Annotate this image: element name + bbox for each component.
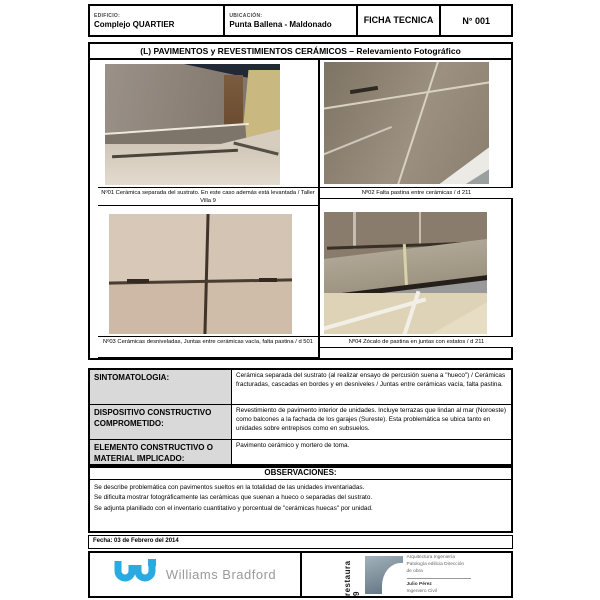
date-row: Fecha: 03 de Febrero del 2014 — [88, 535, 513, 549]
dispositivo-text: Revestimiento de pavimento interior de unidades. Incluye terrazas que lindan al mar (Noroeste) como balcones a la fachada de los garajes (Sureste). Esta problemática se ubica tanto en unidades sobre entrepisos como en subsuelos. — [236, 407, 506, 432]
row-sintomatologia — [90, 370, 511, 405]
observations-box — [88, 464, 513, 533]
row-elemento — [90, 440, 511, 466]
restaura9-text-block — [407, 554, 471, 595]
photo3-tile — [206, 214, 292, 279]
photo2-tiles — [324, 62, 489, 184]
photo3-caption: Nº03 Cerámicas desniveladas, Juntas entre cerámicas vacía, falta pastina / d 501 — [98, 336, 318, 358]
observation-line: Se dificulta mostrar fotográficamente las cerámicas que suenan a hueco o separadas del sustrato. — [94, 494, 373, 502]
ubicacion-label: UBICACIÓN: — [229, 12, 263, 19]
williams-bradford-cell — [90, 553, 302, 596]
footer — [88, 551, 513, 598]
observations-title: OBSERVACIONES: — [90, 466, 511, 480]
sintomatologia-text: Cerámica separada del sustrato (al realizar ensayo de percusión suena a "hueco") / Cerámicas fracturadas, cascadas en bordes y en desniveles / Juntas entre cerámicas vacía, falta pastina. — [236, 372, 506, 388]
restaura9-logo-icon — [365, 556, 403, 594]
elemento-label: ELEMENTO CONSTRUCTIVO O MATERIAL IMPLICADO: — [90, 440, 232, 466]
header-cell-numero: N° 001 — [462, 15, 490, 26]
elemento-text: Pavimento cerámico y mortero de toma. — [236, 442, 350, 449]
sintomatologia-label: SINTOMATOLOGIA: — [90, 370, 232, 404]
photo4-wall-grout — [353, 212, 356, 249]
edificio-value: Complejo QUARTIER — [94, 19, 175, 29]
header-cell-ficha: FICHA TECNICA — [358, 6, 442, 35]
restaura9-vertical-name: restaura 9 — [342, 560, 361, 596]
header-table — [88, 4, 513, 37]
photo-1 — [105, 64, 280, 185]
ubicacion-value: Punta Ballena - Maldonado — [229, 19, 332, 29]
photo1-door — [224, 75, 243, 126]
edificio-label: EDIFICIO: — [94, 12, 121, 19]
photo1-caption: Nº01 Cerámica separada del sustrato. En este caso además está levantada / Taller Villa 9 — [98, 187, 318, 206]
photo3-tile — [208, 279, 292, 334]
dispositivo-label: DISPOSITIVO CONSTRUCTIVO COMPROMETIDO: — [90, 405, 232, 439]
restaura9-cell — [302, 553, 511, 596]
photo3-joint-gap — [127, 279, 149, 283]
header-cell-edificio — [90, 6, 225, 35]
photo2-caption: Nº02 Falta pastina entre cerámicas / d 211 — [320, 187, 513, 199]
observations-body — [90, 480, 511, 517]
observation-line: Se adjunta planillado con el inventario cuantitativo y porcentual de "cerámicas huecas" por unidad. — [94, 504, 373, 512]
symptom-table — [88, 368, 513, 468]
restaura9-person: Julio Pérez — [406, 581, 432, 587]
photo3-tile — [109, 281, 208, 334]
williams-bradford-name: Williams Bradford — [165, 567, 277, 582]
restaura9-separator — [407, 578, 471, 579]
photo-4 — [324, 212, 487, 334]
observation-line: Se describe problemática con pavimentos sueltos en la totalidad de las unidades inventariadas. — [94, 484, 365, 491]
board-divider — [318, 60, 320, 360]
restaura9-services: Arquitectura Ingeniería Patología edilicia Dirección de obra — [406, 555, 465, 575]
board-title: (L) PAVIMENTOS y REVESTIMIENTOS CERÁMICOS – Relevamiento Fotográfico — [90, 44, 511, 60]
restaura9-role: Ingeniero Civil — [406, 588, 437, 594]
photo-3 — [109, 214, 292, 334]
williams-bradford-logo-icon — [114, 559, 158, 590]
photo-2 — [324, 62, 489, 184]
header-cell-ubicacion — [225, 6, 357, 35]
photo3-tile — [109, 214, 206, 281]
photo4-caption: Nº04 Zócalo de pastina en juntas con estatos / d 211 — [320, 336, 513, 348]
photo3-joint-gap — [259, 278, 277, 282]
photo-board — [88, 42, 513, 360]
photo4-wall-grout — [419, 212, 422, 244]
row-dispositivo — [90, 405, 511, 440]
